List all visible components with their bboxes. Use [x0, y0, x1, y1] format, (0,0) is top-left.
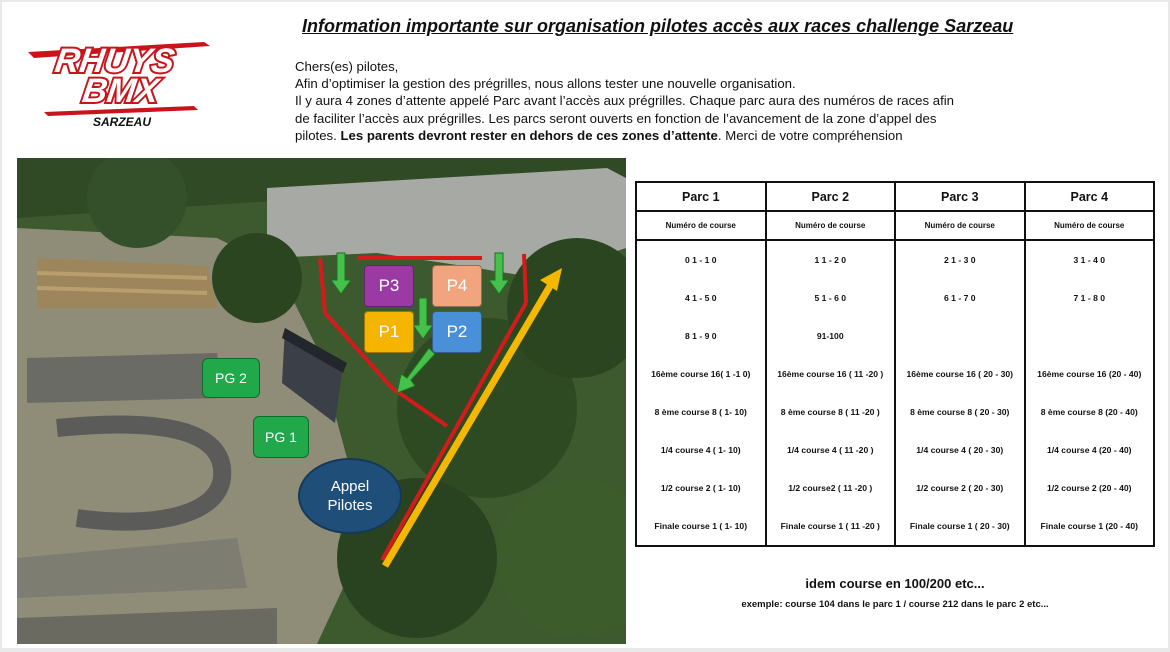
table-cell: 1/4 course 4 ( 11 -20 ): [766, 431, 896, 469]
zone-p4-label: P4: [446, 276, 468, 295]
zone-pg2: [202, 358, 260, 398]
table-cell: 8 ème course 8 ( 1- 10): [636, 393, 766, 431]
zone-p1: [364, 311, 414, 353]
table-cell: 5 1 - 6 0: [766, 279, 896, 317]
table-subheader-row: [636, 211, 1154, 240]
table-cell: 4 1 - 5 0: [636, 279, 766, 317]
map-graphic: [17, 158, 626, 644]
table-cell: 1/2 course 2 ( 20 - 30): [895, 469, 1025, 507]
table-row: [636, 393, 1154, 431]
table-row: [636, 240, 1154, 279]
table-cell: 16ème course 16 ( 20 - 30): [895, 355, 1025, 393]
table-row: [636, 507, 1154, 546]
table-cell: 16ème course 16 ( 11 -20 ): [766, 355, 896, 393]
table-cell: Finale course 1 ( 11 -20 ): [766, 507, 896, 546]
table-cell: 1/2 course 2 (20 - 40): [1025, 469, 1155, 507]
aerial-map: [17, 158, 626, 644]
header-parc-2: Parc 2: [766, 182, 896, 211]
table-cell: 1/2 course2 ( 11 -20 ): [766, 469, 896, 507]
table-cell: 1/4 course 4 (20 - 40): [1025, 431, 1155, 469]
zone-pg2-label: PG 2: [215, 370, 247, 386]
logo-line2: BMX: [80, 72, 161, 110]
logo-town: SARZEAU: [92, 115, 152, 129]
appel-line2: Pilotes: [327, 497, 373, 514]
table-row: [636, 469, 1154, 507]
table-row: [636, 431, 1154, 469]
table-cell: 8 ème course 8 ( 20 - 30): [895, 393, 1025, 431]
zone-p3-label: P3: [378, 276, 400, 295]
subheader-cell: Numéro de course: [766, 211, 896, 240]
table-cell: 6 1 - 7 0: [895, 279, 1025, 317]
intro-line5: [295, 127, 1015, 144]
zone-p1-label: P1: [378, 322, 400, 341]
table-cell: [895, 317, 1025, 355]
subheader-cell: Numéro de course: [1025, 211, 1155, 240]
table-cell: 1/2 course 2 ( 1- 10): [636, 469, 766, 507]
zone-appel-pilotes: [298, 458, 402, 534]
zone-p2-label: P2: [446, 322, 468, 341]
subheader-cell: Numéro de course: [636, 211, 766, 240]
intro-line5-start: pilotes.: [295, 127, 341, 143]
table-cell: 8 ème course 8 ( 11 -20 ): [766, 393, 896, 431]
table-cell: 0 1 - 1 0: [636, 240, 766, 279]
table-cell: 7 1 - 8 0: [1025, 279, 1155, 317]
appel-line1: Appel: [330, 478, 370, 495]
zone-p2: [432, 311, 482, 353]
notice-page: [2, 2, 1168, 648]
header-parc-4: Parc 4: [1025, 182, 1155, 211]
table-cell: 1/4 course 4 ( 20 - 30): [895, 431, 1025, 469]
rhuys-bmx-logo: [24, 38, 214, 130]
table-row: [636, 317, 1154, 355]
intro-line3: Il y aura 4 zones d’attente appelé Parc avant l’accès aux prégrilles. Chaque parc aura des numéros de races afin: [295, 93, 955, 109]
table-cell: 8 1 - 9 0: [636, 317, 766, 355]
table-cell: 2 1 - 3 0: [895, 240, 1025, 279]
table-cell: Finale course 1 ( 1- 10): [636, 507, 766, 546]
page-title: Information importante sur organisation pilotes accès aux races challenge Sarzeau: [302, 16, 1014, 36]
table-cell: 16ème course 16 (20 - 40): [1025, 355, 1155, 393]
table-cell: [1025, 317, 1155, 355]
subheader-cell: Numéro de course: [895, 211, 1025, 240]
table-cell: Finale course 1 (20 - 40): [1025, 507, 1155, 546]
intro-line5-end: . Merci de votre compréhension: [717, 127, 903, 143]
table-cell: Finale course 1 ( 20 - 30): [895, 507, 1025, 546]
header-parc-3: Parc 3: [895, 182, 1025, 211]
intro-text: [295, 58, 1015, 144]
footer-note: idem course en 100/200 etc...: [805, 576, 985, 591]
intro-parents-warning: Les parents devront rester en dehors de ces zones d’attente: [340, 127, 718, 143]
logo-graphic: [24, 38, 214, 130]
zone-p4: [432, 265, 482, 307]
table-cell: 91-100: [766, 317, 896, 355]
table-cell: 1/4 course 4 ( 1- 10): [636, 431, 766, 469]
zone-p3: [364, 265, 414, 307]
table-row: [636, 279, 1154, 317]
table-cell: 3 1 - 4 0: [1025, 240, 1155, 279]
header-parc-1: Parc 1: [636, 182, 766, 211]
table-header-row: [636, 182, 1154, 211]
intro-greeting: Chers(es) pilotes,: [295, 59, 399, 74]
table-row: [636, 355, 1154, 393]
intro-line4: de faciliter l’accès aux prégrilles. Les parcs seront ouverts en fonction de l’avancement de la zone d’appel des: [295, 110, 937, 126]
table-cell: 16ème course 16( 1 -1 0): [636, 355, 766, 393]
zone-pg1-label: PG 1: [265, 429, 297, 445]
table-cell: 8 ème course 8 (20 - 40): [1025, 393, 1155, 431]
footer-example: exemple: course 104 dans le parc 1 / course 212 dans le parc 2 etc...: [741, 599, 1049, 610]
parc-schedule-table: [635, 181, 1155, 547]
zone-pg1: [253, 416, 309, 458]
table-cell: 1 1 - 2 0: [766, 240, 896, 279]
logo-line1: RHUYS: [52, 42, 177, 80]
intro-line2: Afin d’optimiser la gestion des prégrilles, nous allons tester une nouvelle organisation.: [295, 76, 796, 92]
